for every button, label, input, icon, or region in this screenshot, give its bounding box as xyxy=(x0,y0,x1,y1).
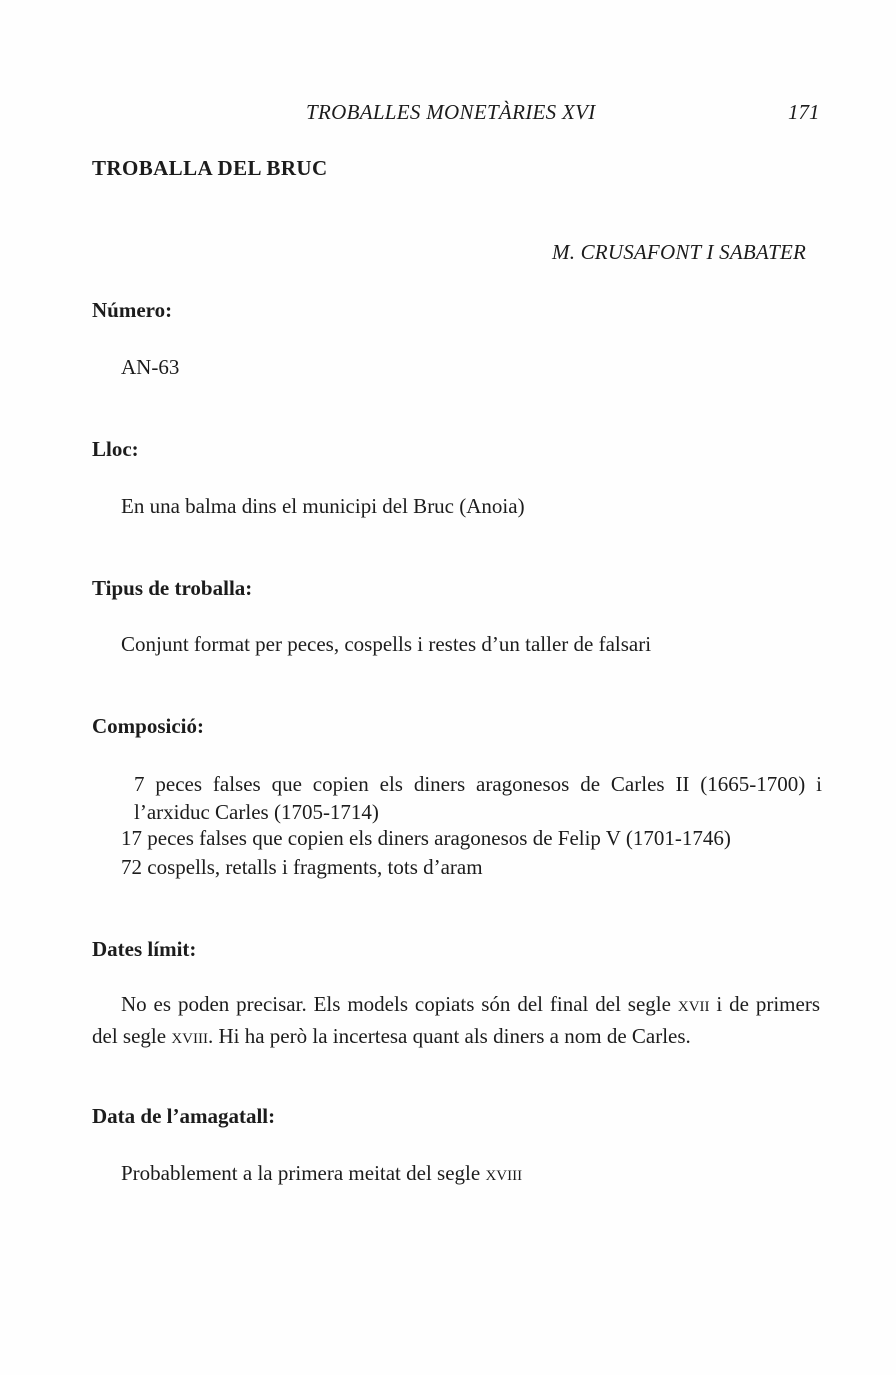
section-text-lloc: En una balma dins el municipi del Bruc (Anoia) xyxy=(121,494,525,518)
section-heading-dates-limit: Dates límit: xyxy=(92,937,197,961)
section-heading-numero: Número: xyxy=(92,298,173,322)
running-title: TROBALLES MONETÀRIES XVI xyxy=(306,100,596,124)
composition-item: 72 cospells, retalls i fragments, tots d’aram xyxy=(121,855,483,879)
section-heading-data-amagatall: Data de l’amagatall: xyxy=(92,1104,276,1128)
section-text-data-amagatall xyxy=(121,1158,522,1188)
author-name: M. CRUSAFONT I SABATER xyxy=(552,240,807,264)
composition-item-line: l’arxiduc Carles (1705-1714) xyxy=(134,800,379,824)
century-numeral: xviii xyxy=(171,1024,208,1048)
dates-limit-text-part: . Hi ha però la incertesa quant als diners a nom de Carles. xyxy=(207,1024,691,1048)
composition-item-line: 7 peces falses que copien els diners aragonesos de Carles II (1665-1700) i xyxy=(134,772,822,796)
dates-limit-text-part: i de primers del segle xyxy=(92,992,821,1048)
dates-limit-text-part: No es poden precisar. Els models copiats són del final del segle xyxy=(121,992,678,1016)
section-heading-lloc: Lloc: xyxy=(92,437,139,461)
composition-item: 17 peces falses que copien els diners aragonesos de Felip V (1701-1746) xyxy=(121,826,731,850)
section-text-tipus: Conjunt format per peces, cospells i restes d’un taller de falsari xyxy=(121,632,652,656)
article-title: TROBALLA DEL BRUC xyxy=(92,156,328,180)
section-text-numero: AN-63 xyxy=(121,355,180,379)
section-heading-tipus: Tipus de troballa: xyxy=(92,576,253,600)
century-numeral: xviii xyxy=(485,1161,523,1185)
section-heading-composicio: Composició: xyxy=(92,714,204,738)
section-text-dates-limit xyxy=(92,988,820,1052)
century-numeral: xvii xyxy=(677,992,710,1016)
running-header xyxy=(0,100,896,128)
page-number: 171 xyxy=(788,100,820,124)
composition-item xyxy=(134,770,822,826)
amagatall-text-part: Probablement a la primera meitat del segle xyxy=(121,1161,486,1185)
